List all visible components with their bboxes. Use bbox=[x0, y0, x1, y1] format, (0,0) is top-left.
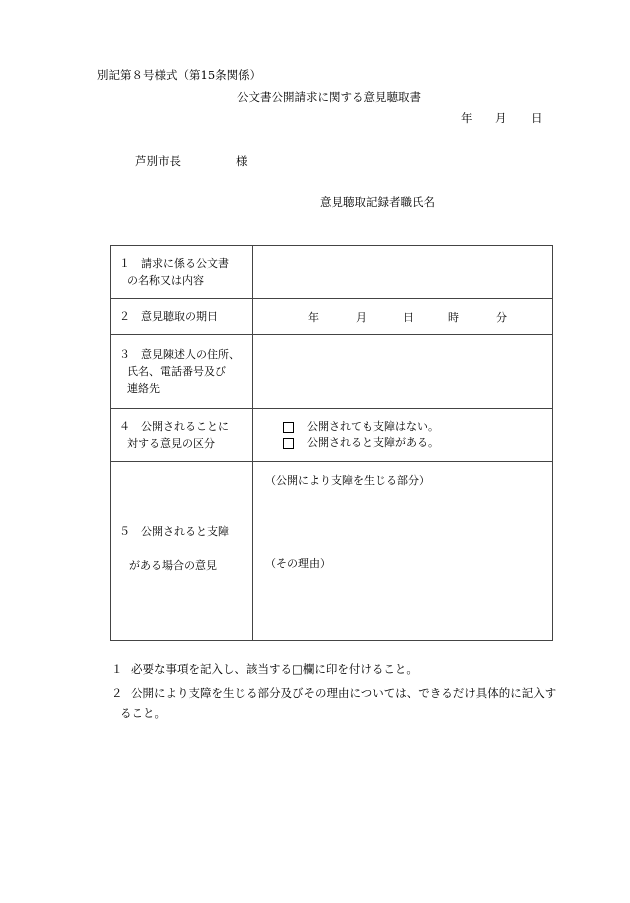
date-month-label: 月 bbox=[495, 111, 507, 125]
dt-minute-label: 分 bbox=[496, 310, 507, 324]
document-name-field[interactable] bbox=[253, 246, 553, 299]
table-row bbox=[111, 246, 553, 299]
option-has-problem[interactable] bbox=[253, 435, 552, 451]
label-line: の名称又は内容 bbox=[127, 274, 204, 287]
table-row bbox=[111, 409, 553, 462]
date-day-label: 日 bbox=[531, 111, 543, 125]
hearing-date-field[interactable] bbox=[253, 299, 553, 335]
label-line: 氏名、電話番号及び bbox=[127, 365, 226, 378]
label-line: ３ 意見陳述人の住所、 bbox=[119, 348, 240, 361]
dt-year-label: 年 bbox=[308, 310, 319, 324]
note-text: 必要な事項を記入し、該当する□欄に印を付けること。 bbox=[131, 662, 418, 676]
opinion-detail-label bbox=[111, 462, 253, 641]
dt-hour-label: 時 bbox=[448, 310, 459, 324]
note-text-continuation: ること。 bbox=[120, 706, 166, 720]
option-label: 公開されると支障がある。 bbox=[307, 436, 439, 449]
note-number: １ bbox=[111, 662, 123, 676]
table-row bbox=[111, 299, 553, 335]
recorder-name-label: 意見聴取記録者職氏名 bbox=[320, 195, 435, 209]
label-line: 対する意見の区分 bbox=[127, 437, 215, 450]
option-no-problem[interactable] bbox=[253, 419, 552, 435]
document-name-label bbox=[111, 246, 253, 299]
opinion-category-field bbox=[253, 409, 553, 462]
dt-day-label: 日 bbox=[403, 310, 414, 324]
table-row bbox=[111, 462, 553, 641]
problem-part-label: （公開により支障を生じる部分） bbox=[265, 474, 430, 487]
form-identifier: 別記第８号様式（第15条関係） bbox=[97, 68, 262, 82]
label-line: がある場合の意見 bbox=[129, 559, 217, 572]
note-text: 公開により支障を生じる部分及びその理由については、できるだけ具体的に記入す bbox=[131, 686, 557, 700]
dt-month-label: 月 bbox=[356, 310, 367, 324]
label-line: 連絡先 bbox=[127, 382, 160, 395]
table-row bbox=[111, 335, 553, 409]
reason-label: （その理由） bbox=[265, 557, 331, 570]
note-number: ２ bbox=[111, 686, 123, 700]
note-2 bbox=[111, 683, 556, 723]
petitioner-info-field[interactable] bbox=[253, 335, 553, 409]
honorific: 様 bbox=[236, 154, 248, 168]
checkbox-icon[interactable] bbox=[283, 438, 294, 449]
date-year-label: 年 bbox=[461, 111, 473, 125]
opinion-detail-field[interactable] bbox=[253, 462, 553, 641]
label-line: ５ 公開されると支障 bbox=[119, 525, 229, 538]
option-label: 公開されても支障はない。 bbox=[307, 420, 439, 433]
hearing-form-table bbox=[110, 245, 553, 641]
note-1 bbox=[111, 659, 418, 679]
petitioner-info-label bbox=[111, 335, 253, 409]
hearing-date-label: ２ 意見聴取の期日 bbox=[111, 299, 253, 335]
document-title: 公文書公開請求に関する意見聴取書 bbox=[237, 90, 421, 104]
label-line: ４ 公開されることに bbox=[119, 420, 229, 433]
label-line: １ 請求に係る公文書 bbox=[119, 257, 229, 270]
checkbox-icon[interactable] bbox=[283, 422, 294, 433]
addressee: 芦別市長 bbox=[135, 154, 181, 168]
opinion-category-label bbox=[111, 409, 253, 462]
